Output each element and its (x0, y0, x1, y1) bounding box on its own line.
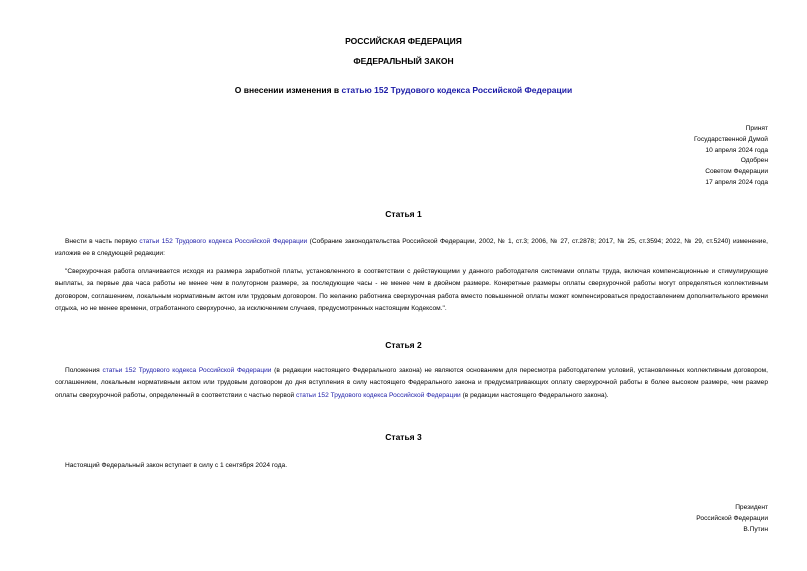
signature-line: Российской Федерации (696, 514, 768, 522)
signature-line: В.Путин (743, 525, 768, 533)
signature-block (696, 503, 768, 535)
article-3-heading: Статья 3 (385, 432, 422, 442)
law-title-prefix: О внесении изменения в (234, 85, 342, 95)
adoption-line: Советом Федерации (705, 168, 768, 176)
article-1-link[interactable]: статьи 152 Трудового кодекса Российской Федерации (139, 238, 308, 245)
article-2-paragraph (55, 365, 768, 402)
article-1-paragraph-1 (55, 236, 768, 261)
article-3-paragraph: Настоящий Федеральный закон вступает в силу с 1 сентября 2024 года. (65, 462, 288, 469)
article-2-heading: Статья 2 (385, 340, 422, 350)
law-title (0, 85, 807, 95)
article-2-middle: (в редакции настоящего Федерального закона) не являются основанием для пересмотра работодателем условий, установленных коллективным договором, соглашением, локальным нормативным актом или трудовым договором до дня вступления в силу настоящего Федерального закона и предусматривающих оплату сверхурочной работы в более высоком размере, чем размер оплаты сверхурочной работы, определенный в соответствии с частью первой (55, 367, 768, 399)
signature-line: Президент (735, 504, 768, 511)
country-heading: РОССИЙСКАЯ ФЕДЕРАЦИЯ (345, 36, 462, 46)
article-1-prefix: Внести в часть первую (65, 238, 140, 245)
law-title-link[interactable]: статью 152 Трудового кодекса Российской Федерации (341, 85, 573, 95)
article-2-link-1[interactable]: статьи 152 Трудового кодекса Российской Федерации (102, 367, 272, 374)
adoption-line: Одобрен (740, 157, 768, 165)
article-2-prefix: Положения (65, 367, 103, 374)
article-1-heading: Статья 1 (385, 209, 422, 219)
article-2-suffix: (в редакции настоящего Федерального закона). (460, 391, 609, 399)
law-type-heading: ФЕДЕРАЛЬНЫЙ ЗАКОН (353, 56, 454, 66)
article-1-paragraph-2: "Сверхурочная работа оплачивается исходя из размера заработной платы, установленного в соответствии с действующими у данного работодателя системами оплаты труда, включая компенсационные и стимулирующие выплаты, за первые два часа работы не менее чем в полуторном размере, за последующие часы - не менее чем в двойном размере. Конкретные размеры оплаты сверхурочной работы могут определяться коллективным договором, соглашением, локальным нормативным актом или трудовым договором. По желанию работника сверхурочная работа вместо повышенной оплаты может компенсироваться предоставлением дополнительного времени отдыха, но не менее времени, отработанного сверхурочно, за исключением случаев, предусмотренных настоящим Кодексом.". (55, 268, 768, 313)
adoption-block (694, 124, 768, 189)
adoption-line: Государственной Думой (694, 135, 768, 143)
adoption-line: Принят (745, 125, 768, 132)
article-2-link-2[interactable]: статьи 152 Трудового кодекса Российской Федерации (296, 391, 461, 399)
adoption-line: 10 апреля 2024 года (705, 146, 768, 154)
adoption-line: 17 апреля 2024 года (705, 178, 768, 186)
article-1-suffix: (Собрание законодательства Российской Федерации, 2002, № 1, ст.3; 2006, № 27, ст.2878; 2017, № 25, ст.3594; 2022, № 29, ст.5240) изменение, изложив ее в следующей редакции: (55, 238, 768, 258)
